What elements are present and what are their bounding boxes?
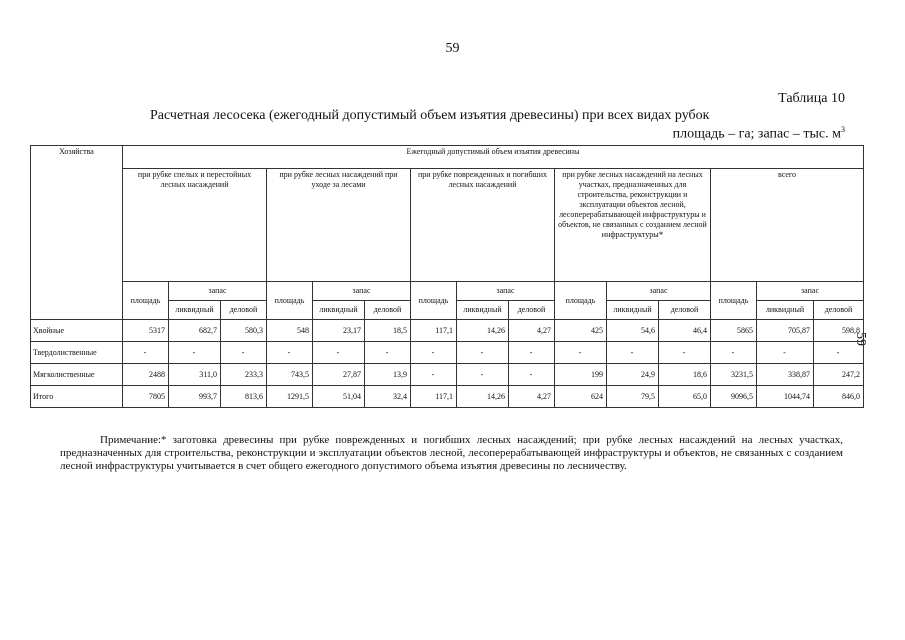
sub-header-area: площадь — [711, 282, 757, 320]
table-cell: 23,17 — [313, 320, 365, 342]
table-cell: - — [659, 342, 711, 364]
sub-header-business: деловой — [814, 301, 864, 320]
sub-header-area: площадь — [123, 282, 169, 320]
table-cell: 247,2 — [814, 364, 864, 386]
table-cell: - — [313, 342, 365, 364]
table-cell: 13,9 — [365, 364, 411, 386]
table-cell: - — [814, 342, 864, 364]
table-cell: 46,4 — [659, 320, 711, 342]
table-cell: 338,87 — [757, 364, 814, 386]
sub-header-area: площадь — [411, 282, 457, 320]
table-cell: 1291,5 — [267, 386, 313, 408]
sub-header-stock: запас — [169, 282, 267, 301]
table-cell: 1044,74 — [757, 386, 814, 408]
group-header-mature: при рубке спелых и перестойных лесных насаждений — [123, 169, 267, 282]
table-cell: 624 — [555, 386, 607, 408]
table-cell: 4,27 — [509, 320, 555, 342]
row-label: Твердолиственные — [31, 342, 123, 364]
sub-header-stock: запас — [313, 282, 411, 301]
table-cell: 117,1 — [411, 386, 457, 408]
table-cell: 14,26 — [457, 386, 509, 408]
group-header-construction — [555, 169, 711, 282]
table-cell: - — [411, 342, 457, 364]
sub-header-business: деловой — [221, 301, 267, 320]
sub-header-stock: запас — [757, 282, 864, 301]
allowable-cut-table — [30, 145, 864, 408]
table-cell: 2488 — [123, 364, 169, 386]
table-row — [31, 386, 864, 408]
page-number-side: 59 — [853, 332, 868, 346]
header-volume: Ежегодный допустимый объем изъятия древесины — [123, 146, 864, 169]
table-cell: 598,8 — [814, 320, 864, 342]
page-number-top: 59 — [445, 41, 460, 56]
group-header-construction-text: при рубке лесных насаждений на лесных участках, предназначенных для строительства, реконструкции и эксплуатации объектов лесной, лесоперерабатывающей инфраструктуры и объектов, не связанных с созданием лесной инфраструктуры — [558, 170, 707, 239]
table-cell: - — [555, 342, 607, 364]
table-row — [31, 364, 864, 386]
table-cell: 32,4 — [365, 386, 411, 408]
table-cell: - — [607, 342, 659, 364]
table-cell: - — [411, 364, 457, 386]
row-label: Хвойные — [31, 320, 123, 342]
table-cell: 4,27 — [509, 386, 555, 408]
sub-header-liquid: ликвидный — [757, 301, 814, 320]
units-superscript: 3 — [841, 125, 845, 134]
table-cell: 580,3 — [221, 320, 267, 342]
table-cell: 27,87 — [313, 364, 365, 386]
table-cell: 846,0 — [814, 386, 864, 408]
table-cell: - — [509, 342, 555, 364]
table-cell: 993,7 — [169, 386, 221, 408]
table-cell: 117,1 — [411, 320, 457, 342]
table-cell: 18,6 — [659, 364, 711, 386]
table-cell: - — [267, 342, 313, 364]
table-cell: - — [169, 342, 221, 364]
sub-header-liquid: ликвидный — [607, 301, 659, 320]
table-row — [31, 320, 864, 342]
table-cell: 233,3 — [221, 364, 267, 386]
table-row — [31, 342, 864, 364]
table-cell: 24,9 — [607, 364, 659, 386]
footnote: Примечание:* заготовка древесины при рубке поврежденных и погибших лесных насаждений; при рубке лесных насаждений на лесных участках, предназначенных для строительства, реконструкции и эксплуатации объектов лесной, лесоперерабатывающей инфраструктуры и объектов, не связанных с созданием лесной инфраструктуры учитывается в счет общего ежегодного допустимого объема изъятия древесины по лесничеству. — [60, 434, 843, 472]
table-cell: 743,5 — [267, 364, 313, 386]
units-label — [673, 125, 845, 143]
table-cell: 813,6 — [221, 386, 267, 408]
table-title: Расчетная лесосека (ежегодный допустимый объем изъятия древесины) при всех видах рубок — [150, 108, 710, 123]
header-farm: Хозяйства — [31, 146, 123, 320]
sub-header-liquid: ликвидный — [457, 301, 509, 320]
table-cell: 9096,5 — [711, 386, 757, 408]
table-cell: 51,04 — [313, 386, 365, 408]
sub-header-business: деловой — [659, 301, 711, 320]
table-cell: - — [711, 342, 757, 364]
table-label: Таблица 10 — [778, 91, 845, 106]
table-cell: 5865 — [711, 320, 757, 342]
group-header-total: всего — [711, 169, 864, 282]
table-cell: 5317 — [123, 320, 169, 342]
table-cell: - — [123, 342, 169, 364]
table-cell: 7805 — [123, 386, 169, 408]
table-body — [31, 320, 864, 408]
table-cell: 18,5 — [365, 320, 411, 342]
table-cell: 682,7 — [169, 320, 221, 342]
row-label: Итого — [31, 386, 123, 408]
table-cell: 65,0 — [659, 386, 711, 408]
table-cell: 14,26 — [457, 320, 509, 342]
table-cell: 79,5 — [607, 386, 659, 408]
table-cell: 199 — [555, 364, 607, 386]
sub-header-business: деловой — [509, 301, 555, 320]
table-cell: 548 — [267, 320, 313, 342]
sub-header-business: деловой — [365, 301, 411, 320]
table-cell: - — [221, 342, 267, 364]
units-text: площадь – га; запас – тыс. м — [672, 126, 841, 142]
sub-header-liquid: ликвидный — [169, 301, 221, 320]
sub-header-stock: запас — [607, 282, 711, 301]
footnote-mark: * — [658, 230, 664, 240]
sub-header-liquid: ликвидный — [313, 301, 365, 320]
row-label: Мягколиственные — [31, 364, 123, 386]
table-cell: - — [365, 342, 411, 364]
table-cell: - — [509, 364, 555, 386]
group-header-damaged: при рубке поврежденных и погибших лесных насаждений — [411, 169, 555, 282]
sub-header-area: площадь — [267, 282, 313, 320]
group-header-thinning: при рубке лесных насаждений при уходе за лесами — [267, 169, 411, 282]
table-cell: 54,6 — [607, 320, 659, 342]
sub-header-stock: запас — [457, 282, 555, 301]
table-cell: - — [457, 364, 509, 386]
table-cell: 311,0 — [169, 364, 221, 386]
table-cell: 705,87 — [757, 320, 814, 342]
table-cell: - — [757, 342, 814, 364]
table-cell: - — [457, 342, 509, 364]
table-cell: 425 — [555, 320, 607, 342]
sub-header-area: площадь — [555, 282, 607, 320]
table-cell: 3231,5 — [711, 364, 757, 386]
